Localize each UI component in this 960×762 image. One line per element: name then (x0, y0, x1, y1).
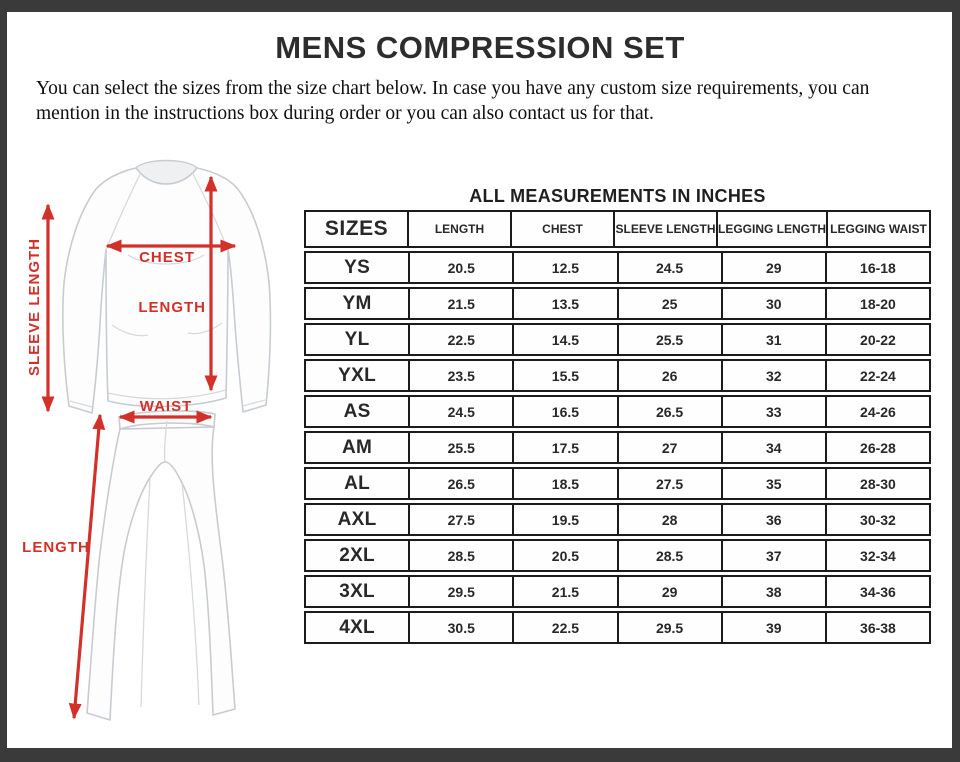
table-row (304, 503, 931, 536)
value-cell: 19.5 (512, 505, 616, 534)
value-cell: 14.5 (512, 325, 616, 354)
leggings-illustration (87, 411, 235, 720)
value-cell: 35 (721, 469, 825, 498)
value-cell: 34 (721, 433, 825, 462)
value-cell: 25 (617, 289, 721, 318)
table-row (304, 575, 931, 608)
table-header-row (304, 210, 931, 248)
size-label: YS (344, 256, 371, 278)
value-cell: 18.5 (512, 469, 616, 498)
value-cell: 36 (721, 505, 825, 534)
value-cell: 22.5 (512, 613, 616, 642)
value-cell: 22.5 (408, 325, 512, 354)
value-cell: 22-24 (825, 361, 929, 390)
value-cell: 29 (721, 253, 825, 282)
value-cell: 20-22 (825, 325, 929, 354)
waist-label: WAIST (139, 398, 193, 415)
description-text: You can select the sizes from the size chart below. In case you have any custom size requirements, you can mention in the instructions box during order or you can also contact us for that. (36, 78, 870, 124)
value-cell: 29 (617, 577, 721, 606)
value-cell: 26-28 (825, 433, 929, 462)
table-row (304, 539, 931, 572)
value-cell: 26 (617, 361, 721, 390)
value-cell: 39 (721, 613, 825, 642)
value-cell: 24-26 (825, 397, 929, 426)
size-label: AM (342, 436, 373, 458)
value-cell: 33 (721, 397, 825, 426)
value-cell: 25.5 (617, 325, 721, 354)
table-row (304, 251, 931, 284)
column-header: LENGTH (407, 212, 510, 246)
value-cell: 20.5 (512, 541, 616, 570)
value-cell: 12.5 (512, 253, 616, 282)
value-cell: 32-34 (825, 541, 929, 570)
table-row (304, 611, 931, 644)
value-cell: 28-30 (825, 469, 929, 498)
value-cell: 26.5 (617, 397, 721, 426)
value-cell: 21.5 (512, 577, 616, 606)
value-cell: 24.5 (617, 253, 721, 282)
value-cell: 25.5 (408, 433, 512, 462)
table-row (304, 359, 931, 392)
size-label: YXL (338, 364, 377, 386)
size-diagram (0, 155, 306, 749)
column-header: SIZES (324, 217, 389, 240)
value-cell: 32 (721, 361, 825, 390)
value-cell: 28 (617, 505, 721, 534)
size-label: AL (344, 472, 371, 494)
value-cell: 16.5 (512, 397, 616, 426)
value-cell: 28.5 (617, 541, 721, 570)
table-row (304, 395, 931, 428)
size-label: 3XL (339, 580, 375, 602)
table-row (304, 431, 931, 464)
table-row (304, 287, 931, 320)
value-cell: 18-20 (825, 289, 929, 318)
size-label: AXL (337, 508, 377, 530)
column-header: LEGGING WAIST (826, 212, 929, 246)
size-label: AS (343, 400, 371, 422)
value-cell: 38 (721, 577, 825, 606)
value-cell: 20.5 (408, 253, 512, 282)
value-cell: 13.5 (512, 289, 616, 318)
value-cell: 36-38 (825, 613, 929, 642)
value-cell: 26.5 (408, 469, 512, 498)
value-cell: 29.5 (617, 613, 721, 642)
value-cell: 27.5 (408, 505, 512, 534)
size-label: 2XL (339, 544, 375, 566)
value-cell: 27 (617, 433, 721, 462)
size-label: YM (342, 292, 372, 314)
table-row (304, 323, 931, 356)
value-cell: 34-36 (825, 577, 929, 606)
value-cell: 23.5 (408, 361, 512, 390)
value-cell: 28.5 (408, 541, 512, 570)
page-title: MENS COMPRESSION SET (275, 30, 685, 65)
sleeve-length-label: SLEEVE LENGTH (26, 237, 43, 377)
value-cell: 31 (721, 325, 825, 354)
value-cell: 37 (721, 541, 825, 570)
table-row (304, 467, 931, 500)
measurements-heading: ALL MEASUREMENTS IN INCHES (469, 186, 766, 206)
size-label: YL (344, 328, 370, 350)
value-cell: 30 (721, 289, 825, 318)
size-table (304, 210, 931, 647)
shirt-illustration (63, 161, 271, 414)
size-label: 4XL (339, 616, 375, 638)
value-cell: 29.5 (408, 577, 512, 606)
value-cell: 17.5 (512, 433, 616, 462)
value-cell: 30.5 (408, 613, 512, 642)
value-cell: 30-32 (825, 505, 929, 534)
value-cell: 27.5 (617, 469, 721, 498)
column-header: CHEST (510, 212, 613, 246)
value-cell: 21.5 (408, 289, 512, 318)
value-cell: 24.5 (408, 397, 512, 426)
column-header: SLEEVE LENGTH (613, 212, 716, 246)
value-cell: 15.5 (512, 361, 616, 390)
legging-length-label: LENGTH (22, 539, 90, 556)
top-length-label: LENGTH (138, 299, 206, 316)
column-header: LEGGING LENGTH (716, 212, 826, 246)
value-cell: 16-18 (825, 253, 929, 282)
chest-label: CHEST (139, 249, 195, 266)
